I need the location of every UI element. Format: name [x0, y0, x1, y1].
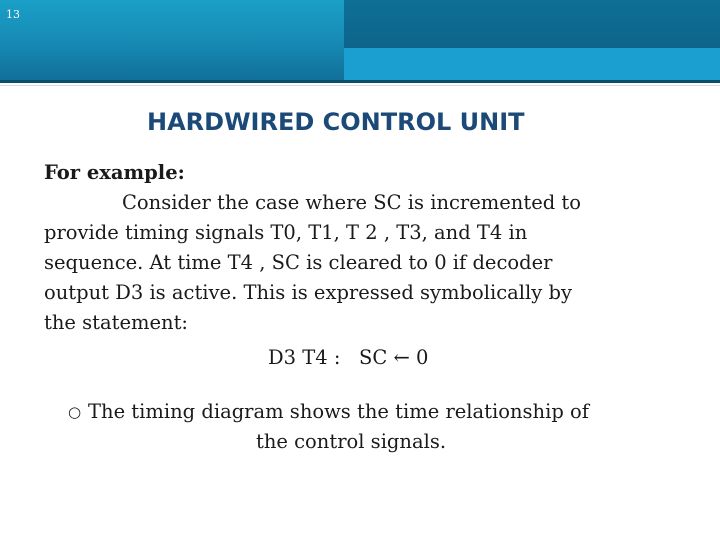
paragraph-line: provide timing signals T0, T1, T 2 , T3, and T4 in: [44, 221, 528, 244]
hollow-bullet-icon: ○: [68, 403, 82, 421]
header-divider: [0, 80, 720, 83]
header-divider-shadow: [0, 85, 720, 86]
paragraph-line: the statement:: [44, 311, 188, 334]
bullet-line: the control signals.: [256, 430, 447, 453]
paragraph-line: output D3 is active. This is expressed symbolically by: [44, 281, 572, 304]
slide-title: HARDWIRED CONTROL UNIT: [147, 108, 525, 136]
bullet-item: [68, 397, 688, 457]
slide-number: 13: [6, 8, 20, 21]
bullet-text: The timing diagram shows the time relationship of: [88, 400, 589, 423]
example-heading: For example:: [44, 161, 185, 184]
equation-text: D3 T4 : SC ← 0: [268, 346, 429, 369]
equation: [268, 346, 428, 369]
header-panel-light: [344, 48, 720, 80]
paragraph-line: Consider the case where SC is incremented to: [122, 191, 582, 214]
body-text: [44, 158, 654, 338]
bullet-line: [68, 397, 688, 427]
paragraph-line: sequence. At time T4 , SC is cleared to 0 if decoder: [44, 251, 553, 274]
header-panel-dark: [344, 0, 720, 48]
